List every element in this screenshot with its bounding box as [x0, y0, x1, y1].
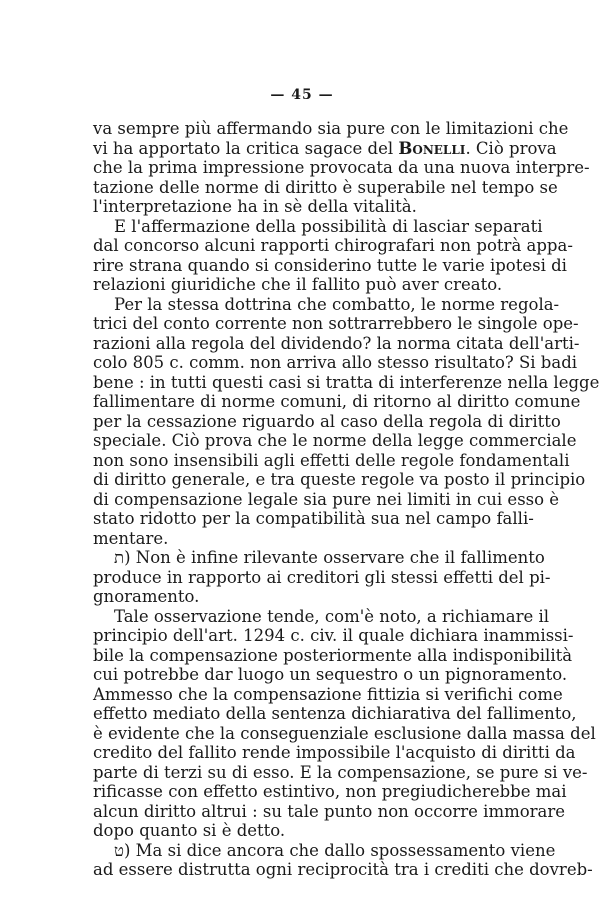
text-line: l'interpretazione ha in sè della vitalità. — [93, 197, 417, 216]
text-line: Ammesso che la compensazione fittizia si verifichi come — [93, 684, 563, 704]
text-line: fallimentare di norme comuni, di ritorno al diritto comune — [93, 392, 581, 411]
text-line: tazione delle norme di diritto è superabile nel tempo se — [93, 177, 558, 197]
text-line: bile la compensazione posteriormente alla indisponibilità — [93, 645, 573, 665]
page-number: — 45 — — [270, 87, 334, 103]
text-line: dal concorso alcuni rapporti chirografari non potrà appa- — [93, 236, 573, 255]
text-line: cui potrebbe dar luogo un sequestro o un pignoramento. — [93, 665, 568, 684]
text-line: di diritto generale, e tra queste regole va posto il principio — [93, 470, 586, 489]
text-line: speciale. Ciò prova che le norme della legge commerciale — [93, 431, 577, 450]
text-line: di compensazione legale sia pure nei limiti in cui esso è — [93, 489, 560, 509]
text-line: per la cessazione riguardo al caso della regola di diritto — [93, 411, 561, 431]
text-line: Tale osservazione tende, com'è noto, a richiamare il — [114, 606, 550, 626]
text-line: bene : in tutti questi casi si tratta di interferenze nella legge — [93, 372, 600, 392]
text-line: stato ridotto per la compatibilità sua nel campo falli- — [93, 509, 534, 528]
text-line: alcun diritto altrui : su tale punto non occorre immorare — [93, 801, 566, 821]
text-line: dopo quanto si è detto. — [93, 821, 286, 840]
text-line: ט) Ma si dice ancora che dallo spossessamento viene — [114, 840, 556, 860]
text-line: vi ha apportato la critica sagace del Bonelli. Ciò prova — [93, 138, 557, 158]
text-line: ad essere distrutta ogni reciprocità tra i crediti che dovreb- — [93, 860, 593, 879]
text-line: mentare. — [93, 528, 169, 548]
text-line: ת) Non è infine rilevante osservare che il fallimento — [114, 548, 545, 567]
text-line: rificasse con effetto estintivo, non pregiudicherebbe mai — [93, 782, 567, 801]
text-line: colo 805 c. comm. non arriva allo stesso risultato? Si badi — [93, 353, 578, 372]
text-line: principio dell'art. 1294 c. civ. il quale dichiara inammissi- — [93, 626, 574, 645]
author-name-bonelli: Bonelli — [398, 138, 466, 158]
text-line: Per la stessa dottrina che combatto, le norme regola- — [114, 294, 560, 314]
text-line: credito del fallito rende impossibile l'acquisto di diritti da — [93, 743, 576, 762]
body-text — [93, 119, 600, 880]
text-line: relazioni giuridiche che il fallito può aver creato. — [93, 275, 503, 294]
text-line: effetto mediato della sentenza dichiarativa del fallimento, — [93, 704, 577, 723]
text-line: va sempre più affermando sia pure con le limitazioni che — [93, 119, 569, 138]
text-line: che la prima impressione provocata da una nuova interpre- — [93, 158, 590, 177]
text-line: rire strana quando si considerino tutte le varie ipotesi di — [93, 255, 567, 275]
text-line: è evidente che la conseguenziale esclusione dalla massa del — [93, 723, 596, 743]
text-line: E l'affermazione della possibilità di lasciar separati — [114, 216, 543, 236]
text-line: trici del conto corrente non sottrarrebbero le singole ope- — [93, 314, 579, 333]
text-line: gnoramento. — [93, 587, 200, 606]
text-line: razioni alla regola del dividendo? la norma citata dell'arti- — [93, 333, 580, 353]
text-line: non sono insensibili agli effetti delle regole fondamentali — [93, 450, 570, 470]
text-line: parte di terzi su di esso. E la compensazione, se pure si ve- — [93, 762, 588, 782]
text-line: produce in rapporto ai creditori gli stessi effetti del pi- — [93, 567, 551, 587]
